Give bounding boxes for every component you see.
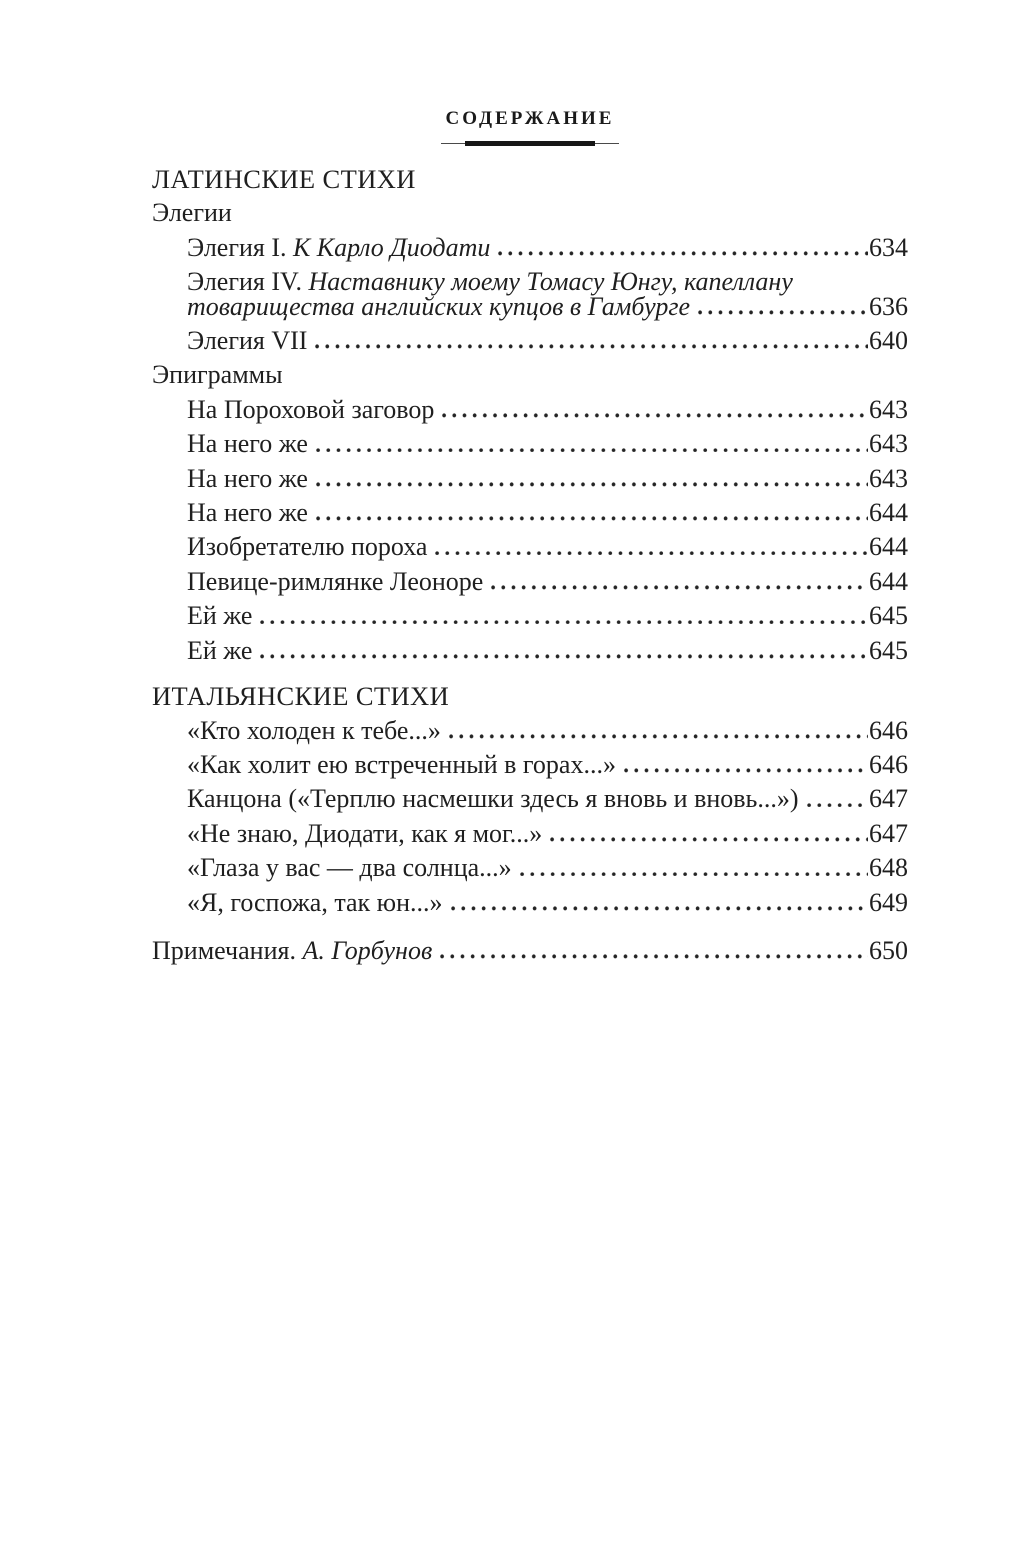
toc-entry xyxy=(152,817,908,851)
toc-entry xyxy=(152,496,908,530)
toc-section-header xyxy=(152,679,908,713)
page-number: 646 xyxy=(869,749,908,779)
toc-entry-continuation xyxy=(152,290,908,324)
page-content xyxy=(152,106,908,968)
toc-entry-notes xyxy=(152,934,908,968)
decorative-rule xyxy=(441,141,619,146)
toc-entry xyxy=(152,565,908,599)
toc-entry xyxy=(152,462,908,496)
toc-entry xyxy=(152,748,908,782)
toc-entry-title: Примечания. xyxy=(152,935,303,965)
page-number: 646 xyxy=(869,715,908,745)
page-number: 636 xyxy=(869,291,908,321)
toc-entry xyxy=(152,886,908,920)
toc-entry-title: Элегия I. xyxy=(187,232,294,262)
toc-entry-title: Изобретателю пороха xyxy=(187,532,428,562)
toc-entry-title: Элегия VII xyxy=(187,326,308,356)
page-number: 634 xyxy=(869,232,908,262)
toc-section-header xyxy=(152,162,908,196)
toc-entry xyxy=(152,530,908,564)
toc-subsection-header xyxy=(152,196,908,230)
dot-leader xyxy=(449,733,868,739)
toc-entry-title: Певице-римлянке Леоноре xyxy=(187,566,484,596)
toc-entry-title-italic: К Карло Диодати xyxy=(293,232,491,262)
page-number: 640 xyxy=(869,326,908,356)
dot-leader xyxy=(260,618,868,624)
toc-entry xyxy=(152,324,908,358)
page-number: 647 xyxy=(869,818,908,848)
toc-entry xyxy=(152,393,908,427)
toc-entry xyxy=(152,231,908,265)
toc-entry-title: ЛАТИНСКИЕ СТИХИ xyxy=(152,164,416,194)
dot-leader xyxy=(624,767,868,773)
dot-leader xyxy=(451,905,868,911)
toc-entry xyxy=(152,599,908,633)
dot-leader xyxy=(698,309,868,315)
toc-entry-title: Ей же xyxy=(187,635,253,665)
page-number: 643 xyxy=(869,429,908,459)
toc-subsection-header xyxy=(152,358,908,392)
page-number: 645 xyxy=(869,601,908,631)
page-number: 645 xyxy=(869,635,908,665)
dot-leader xyxy=(260,653,868,659)
dot-leader xyxy=(520,870,868,876)
page-number: 643 xyxy=(869,394,908,424)
page-number: 647 xyxy=(869,784,908,814)
page-number: 643 xyxy=(869,463,908,493)
toc-entry-title: На него же xyxy=(187,498,308,528)
dot-leader xyxy=(316,446,868,452)
toc-entry xyxy=(152,634,908,668)
toc-entry-title: «Я, госпожа, так юн...» xyxy=(187,887,443,917)
page-number: 649 xyxy=(869,887,908,917)
toc-entry-title: Элегии xyxy=(152,198,232,228)
page-number: 644 xyxy=(869,566,908,596)
page-number: 648 xyxy=(869,853,908,883)
toc-entry xyxy=(152,714,908,748)
dot-leader xyxy=(498,250,868,256)
toc-entry xyxy=(152,782,908,816)
toc-entry-title: Канцона («Терплю насмешки здесь я вновь и вновь...») xyxy=(187,784,799,814)
dot-leader xyxy=(316,515,868,521)
dot-leader xyxy=(550,836,868,842)
toc-entry-title: Ей же xyxy=(187,601,253,631)
dot-leader xyxy=(442,412,868,418)
dot-leader xyxy=(316,481,868,487)
toc-entry-title: На Пороховой заговор xyxy=(187,394,435,424)
page-title: СОДЕРЖАНИЕ xyxy=(445,108,615,129)
page-number: 644 xyxy=(869,532,908,562)
dot-leader xyxy=(315,343,868,349)
toc-entry-title-italic: А. Горбунов xyxy=(302,935,433,965)
toc-entry-title: ИТАЛЬЯНСКИЕ СТИХИ xyxy=(152,681,450,712)
toc-entry-title: «Не знаю, Диодати, как я мог...» xyxy=(187,818,543,848)
toc-entry-title: На него же xyxy=(187,463,308,493)
toc-entry-title: «Глаза у вас — два солнца...» xyxy=(187,853,512,883)
toc-entry xyxy=(152,427,908,461)
dot-leader xyxy=(440,953,868,959)
table-of-contents xyxy=(152,162,908,968)
toc-entry xyxy=(152,851,908,885)
toc-entry-title: На него же xyxy=(187,429,308,459)
page-number: 644 xyxy=(869,498,908,528)
toc-entry-title-italic: Наставнику моему Томасу Юнгу, капеллану xyxy=(308,267,793,297)
toc-entry-title: Элегия IV. xyxy=(187,267,309,297)
dot-leader xyxy=(807,801,868,807)
page-number: 650 xyxy=(869,935,908,965)
dot-leader xyxy=(491,584,868,590)
toc-entry-title: Эпиграммы xyxy=(152,360,283,390)
toc-entry-title-italic: товарищества английских купцов в Гамбурге xyxy=(187,291,691,321)
dot-leader xyxy=(435,549,868,555)
toc-entry-title: «Кто холоден к тебе...» xyxy=(187,715,441,745)
toc-entry-title: «Как холит ею встреченный в горах...» xyxy=(187,749,616,779)
